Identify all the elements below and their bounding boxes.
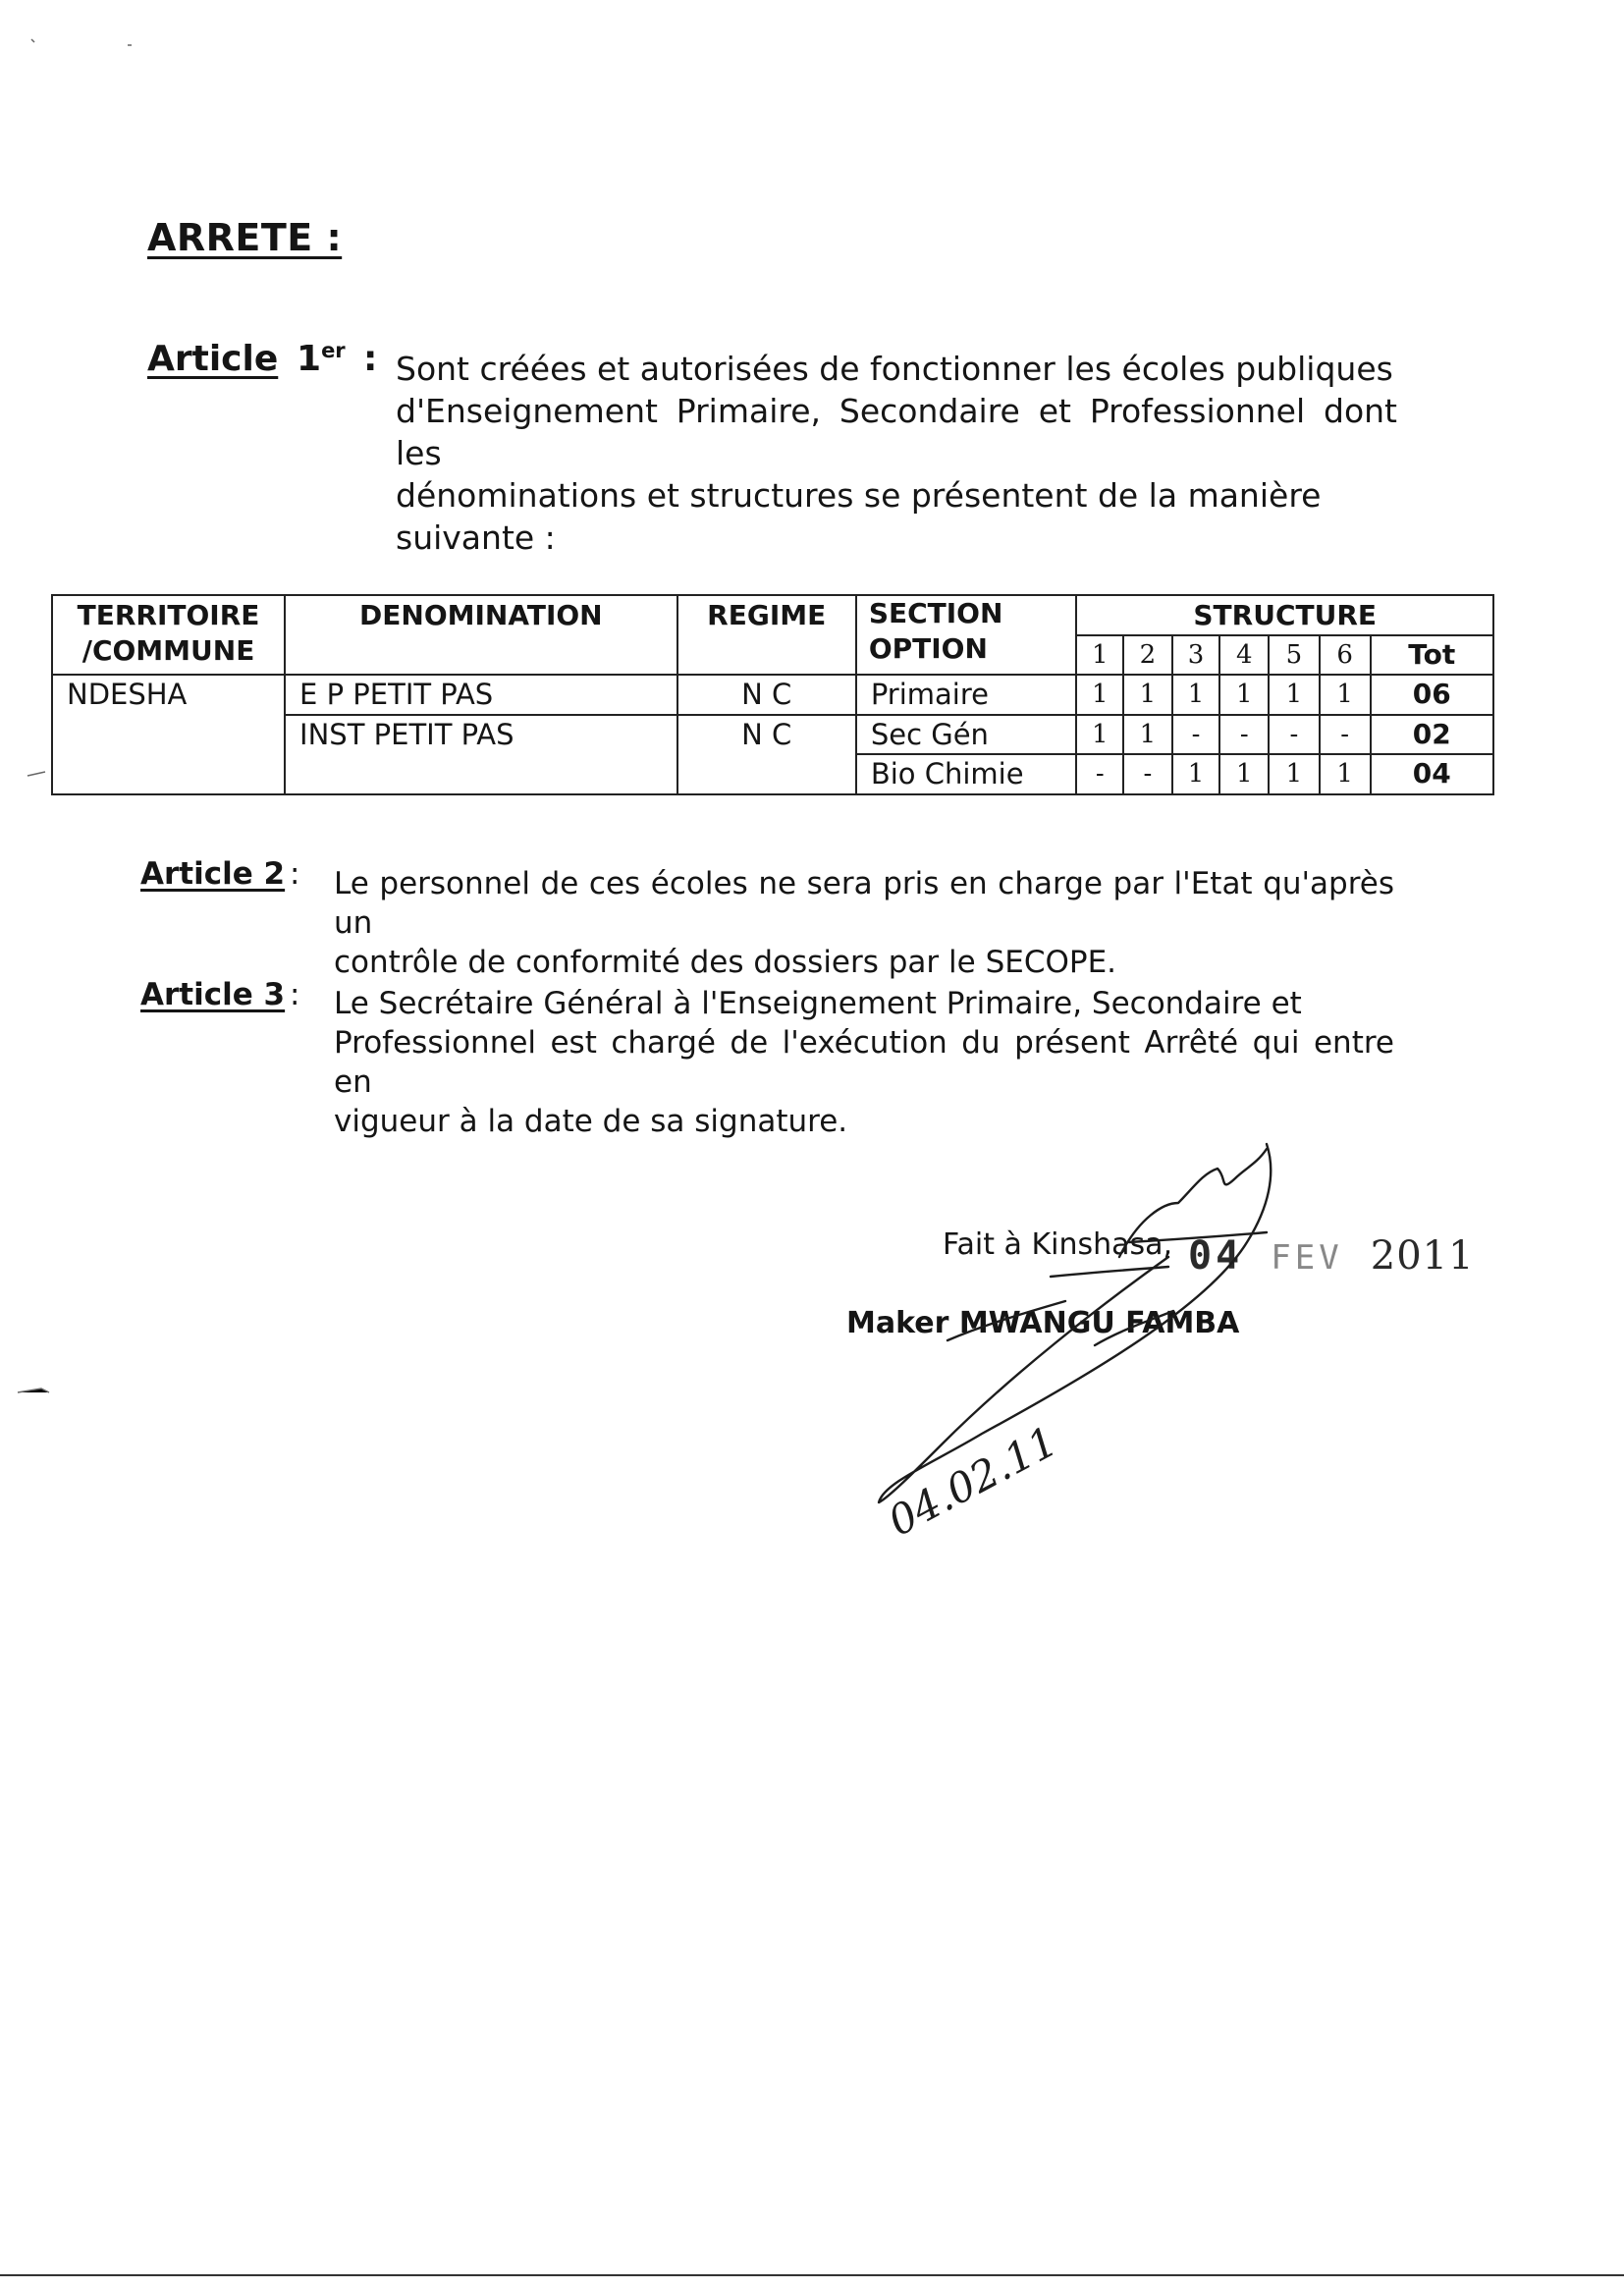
date-stamp-day: 04 (1188, 1233, 1244, 1279)
article-2-text (334, 864, 1394, 982)
total-cell: 06 (1371, 675, 1493, 715)
class-cell: - (1172, 715, 1220, 755)
class-cell: 1 (1172, 675, 1220, 715)
class-cell: 1 (1123, 675, 1172, 715)
section-cell: Primaire (856, 675, 1077, 715)
section-cell: Sec Gén (856, 715, 1077, 755)
article-1-number (297, 339, 346, 379)
regime-cell: N C (677, 715, 856, 794)
table-header-row (52, 595, 1493, 635)
class-cell: - (1219, 715, 1269, 755)
header-section-line: SECTION (868, 597, 1003, 629)
class-cell: 1 (1320, 754, 1371, 794)
header-class-1: 1 (1076, 635, 1123, 676)
class-cell: 1 (1172, 754, 1220, 794)
article-1-colon: : (363, 339, 378, 379)
article-3-text (334, 984, 1394, 1141)
schools-table (51, 594, 1494, 795)
article-2-colon: : (290, 856, 300, 892)
article-3-line: Le Secrétaire Général à l'Enseignement Primaire, Secondaire et (334, 986, 1302, 1021)
date-stamp-year: 2011 (1370, 1233, 1475, 1279)
article-1-text (396, 348, 1397, 559)
article-1-number-value: 1 (297, 339, 322, 379)
class-cell: - (1269, 715, 1320, 755)
article-3-line: vigueur à la date de sa signature. (334, 1104, 848, 1139)
article-2-label: Article 2 (140, 856, 286, 892)
class-cell: 1 (1219, 675, 1269, 715)
header-territoire-line: TERRITOIRE (77, 599, 260, 631)
article-3-label: Article 3 (140, 977, 286, 1012)
header-regime: REGIME (677, 595, 856, 675)
article-1-line: Sont créées et autorisées de fonctionner les écoles publiques (396, 350, 1393, 388)
article-1-label: Article (147, 339, 279, 379)
denomination-cell: E P PETIT PAS (285, 675, 677, 715)
article-1-line: d'Enseignement Primaire, Secondaire et Professionnel dont les (396, 392, 1397, 472)
header-total: Tot (1371, 635, 1493, 676)
class-cell: 1 (1076, 675, 1123, 715)
header-class-5: 5 (1269, 635, 1320, 676)
article-1-line: suivante : (396, 518, 556, 557)
class-cell: 1 (1269, 754, 1320, 794)
header-section-option (856, 595, 1077, 675)
denomination-cell: INST PETIT PAS (285, 715, 677, 794)
article-3-colon: : (290, 977, 300, 1012)
header-territoire-line: /COMMUNE (81, 634, 255, 667)
article-2-line: contrôle de conformité des dossiers par le SECOPE. (334, 945, 1117, 980)
article-3-line: Professionnel est chargé de l'exécution du présent Arrêté qui entre en (334, 1025, 1394, 1100)
header-class-3: 3 (1172, 635, 1220, 676)
table-row (52, 675, 1493, 715)
header-class-2: 2 (1123, 635, 1172, 676)
header-class-6: 6 (1320, 635, 1371, 676)
section-cell: Bio Chimie (856, 754, 1077, 794)
header-class-4: 4 (1219, 635, 1269, 676)
class-cell: 1 (1219, 754, 1269, 794)
signature-underline-stroke (1051, 1267, 1168, 1277)
class-cell: - (1076, 754, 1123, 794)
total-cell: 04 (1371, 754, 1493, 794)
total-cell: 02 (1371, 715, 1493, 755)
article-1-line: dénominations et structures se présentent de la manière (396, 476, 1322, 515)
place-of-signature: Fait à Kinshasa, (943, 1227, 1173, 1262)
header-structure: STRUCTURE (1076, 595, 1493, 635)
date-stamp (1188, 1233, 1475, 1279)
territoire-cell: NDESHA (52, 675, 285, 794)
class-cell: - (1320, 715, 1371, 755)
class-cell: 1 (1320, 675, 1371, 715)
handwritten-date: 04.02.11 (880, 1416, 1065, 1546)
class-cell: 1 (1076, 715, 1123, 755)
class-cell: - (1123, 754, 1172, 794)
article-1-superscript: er (321, 339, 346, 362)
document-heading: ARRETE : (147, 216, 343, 259)
regime-cell: N C (677, 675, 856, 715)
header-territoire (52, 595, 285, 675)
scan-border-line (0, 2274, 1624, 2276)
date-stamp-month: FEV (1271, 1238, 1343, 1278)
class-cell: 1 (1123, 715, 1172, 755)
header-option-line: OPTION (868, 632, 988, 665)
signer-name: Maker MWANGU FAMBA (846, 1306, 1240, 1340)
header-denomination: DENOMINATION (285, 595, 677, 675)
article-2-line: Le personnel de ces écoles ne sera pris en charge par l'Etat qu'après un (334, 866, 1394, 941)
class-cell: 1 (1269, 675, 1320, 715)
